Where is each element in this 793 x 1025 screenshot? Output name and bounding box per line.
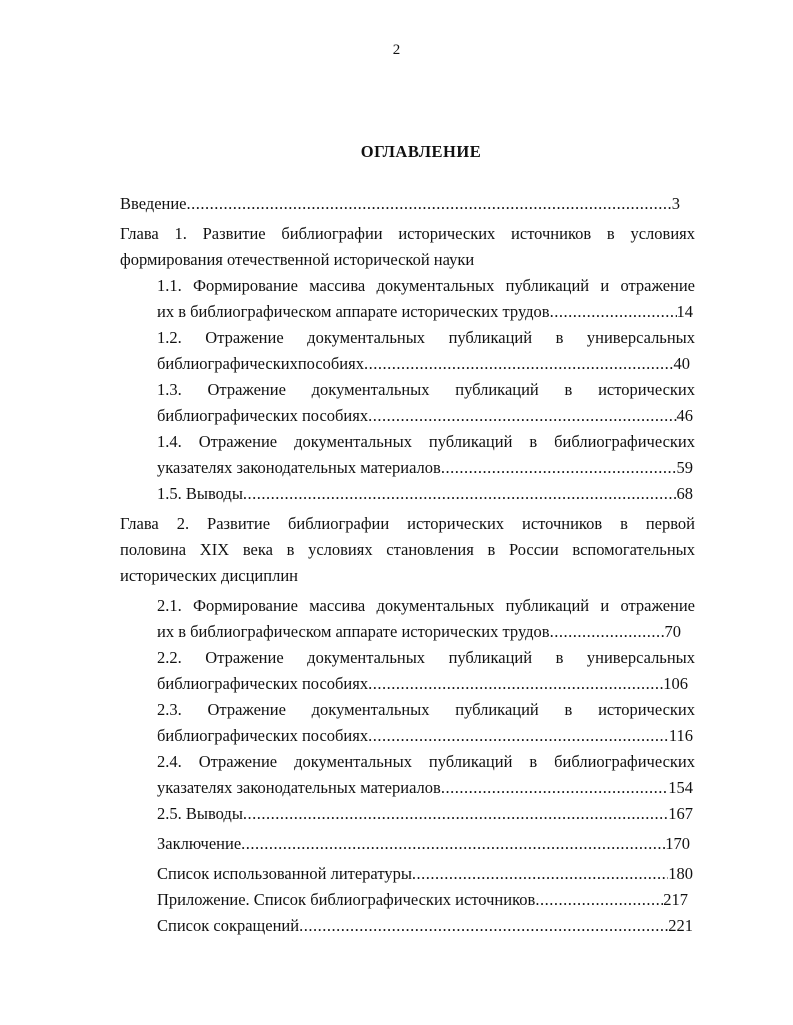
toc-page-number: 3 xyxy=(671,194,680,213)
toc-page-number: 116 xyxy=(668,726,693,745)
toc-entry-label: Список сокращений xyxy=(157,916,300,935)
toc-page-number: 154 xyxy=(668,778,693,797)
toc-section-1-2-line1[interactable]: 1.2. Отражение документальных публикаций в универсальных xyxy=(157,328,695,347)
toc-page-number: 46 xyxy=(676,406,693,425)
dot-leader xyxy=(299,912,668,939)
toc-page-number: 59 xyxy=(676,458,693,477)
page-number: 2 xyxy=(392,42,401,58)
toc-entry-abbreviations[interactable] xyxy=(157,912,693,939)
toc-entry-label: их в библиографическом аппарате исторических трудов xyxy=(157,622,550,641)
toc-section-2-5[interactable] xyxy=(157,800,693,827)
toc-entry-bibliography[interactable] xyxy=(157,860,693,887)
toc-page-number: 40 xyxy=(673,354,690,373)
dot-leader xyxy=(535,886,663,913)
toc-section-2-2[interactable] xyxy=(157,670,688,697)
toc-section-2-1-line1[interactable]: 2.1. Формирование массива документальных публикаций и отражение xyxy=(157,596,695,615)
toc-section-1-1-line1[interactable]: 1.1. Формирование массива документальных публикаций и отражение xyxy=(157,276,695,295)
toc-section-1-3[interactable] xyxy=(157,402,693,429)
toc-page-number: 221 xyxy=(668,916,693,935)
toc-section-1-3-line1[interactable]: 1.3. Отражение документальных публикаций в исторических xyxy=(157,380,695,399)
dot-leader xyxy=(412,860,668,887)
toc-section-2-1[interactable] xyxy=(157,618,681,645)
toc-section-1-4[interactable] xyxy=(157,454,693,481)
chapter-2-heading-line3[interactable]: исторических дисциплин xyxy=(120,566,298,585)
toc-entry-label: библиографических пособиях xyxy=(157,674,369,693)
toc-entry-label: указателях законодательных материалов xyxy=(157,458,441,477)
dot-leader xyxy=(187,190,672,217)
toc-page-number: 170 xyxy=(665,834,690,853)
toc-page-number: 167 xyxy=(668,804,693,823)
toc-entry-label: библиографических пособиях xyxy=(157,726,369,745)
toc-entry-label: указателях законодательных материалов xyxy=(157,778,441,797)
toc-entry-label: Приложение. Список библиографических источников xyxy=(157,890,536,909)
dot-leader xyxy=(441,774,668,801)
toc-entry-appendix[interactable] xyxy=(157,886,688,913)
toc-entry-label: их в библиографическом аппарате исторических трудов xyxy=(157,302,550,321)
toc-entry-label: библиографическихпособиях xyxy=(157,354,364,373)
toc-page-number: 106 xyxy=(663,674,688,693)
dot-leader xyxy=(368,402,676,429)
dot-leader xyxy=(368,670,663,697)
toc-section-2-3[interactable] xyxy=(157,722,693,749)
chapter-1-heading-line2[interactable]: формирования отечественной исторической науки xyxy=(120,250,475,269)
toc-section-2-3-line1[interactable]: 2.3. Отражение документальных публикаций в исторических xyxy=(157,700,695,719)
page-title: ОГЛАВЛЕНИЕ xyxy=(360,142,482,161)
toc-page-number: 68 xyxy=(676,484,693,503)
toc-section-1-4-line1[interactable]: 1.4. Отражение документальных публикаций в библиографических xyxy=(157,432,695,451)
dot-leader xyxy=(550,298,677,325)
dot-leader xyxy=(241,830,665,857)
toc-section-2-2-line1[interactable]: 2.2. Отражение документальных публикаций в универсальных xyxy=(157,648,695,667)
dot-leader xyxy=(364,350,674,377)
toc-entry-label: Список использованной литературы xyxy=(157,864,412,883)
toc-section-2-4-line1[interactable]: 2.4. Отражение документальных публикаций в библиографических xyxy=(157,752,695,771)
toc-entry-label: Введение xyxy=(120,194,187,213)
chapter-2-heading-line2[interactable]: половина XIX века в условиях становления в России вспомогательных xyxy=(120,540,695,559)
dot-leader xyxy=(550,618,665,645)
toc-entry-label: 2.5. Выводы xyxy=(157,804,243,823)
toc-page-number: 180 xyxy=(668,864,693,883)
toc-entry-conclusion[interactable] xyxy=(157,830,690,857)
dot-leader xyxy=(243,800,668,827)
dot-leader xyxy=(441,454,677,481)
toc-entry-intro[interactable] xyxy=(120,190,680,217)
toc-entry-label: библиографических пособиях xyxy=(157,406,369,425)
toc-section-1-2[interactable] xyxy=(157,350,690,377)
toc-page-number: 70 xyxy=(664,622,681,641)
chapter-2-heading-line1[interactable]: Глава 2. Развитие библиографии исторических источников в первой xyxy=(120,514,695,533)
toc-page-number: 14 xyxy=(676,302,693,321)
dot-leader xyxy=(368,722,669,749)
toc-entry-label: Заключение xyxy=(157,834,242,853)
toc-entry-label: 1.5. Выводы xyxy=(157,484,243,503)
toc-page-number: 217 xyxy=(663,890,688,909)
toc-section-2-4[interactable] xyxy=(157,774,693,801)
toc-section-1-5[interactable] xyxy=(157,480,693,507)
toc-section-1-1[interactable] xyxy=(157,298,693,325)
chapter-1-heading-line1[interactable]: Глава 1. Развитие библиографии исторических источников в условиях xyxy=(120,224,695,243)
dot-leader xyxy=(243,480,677,507)
